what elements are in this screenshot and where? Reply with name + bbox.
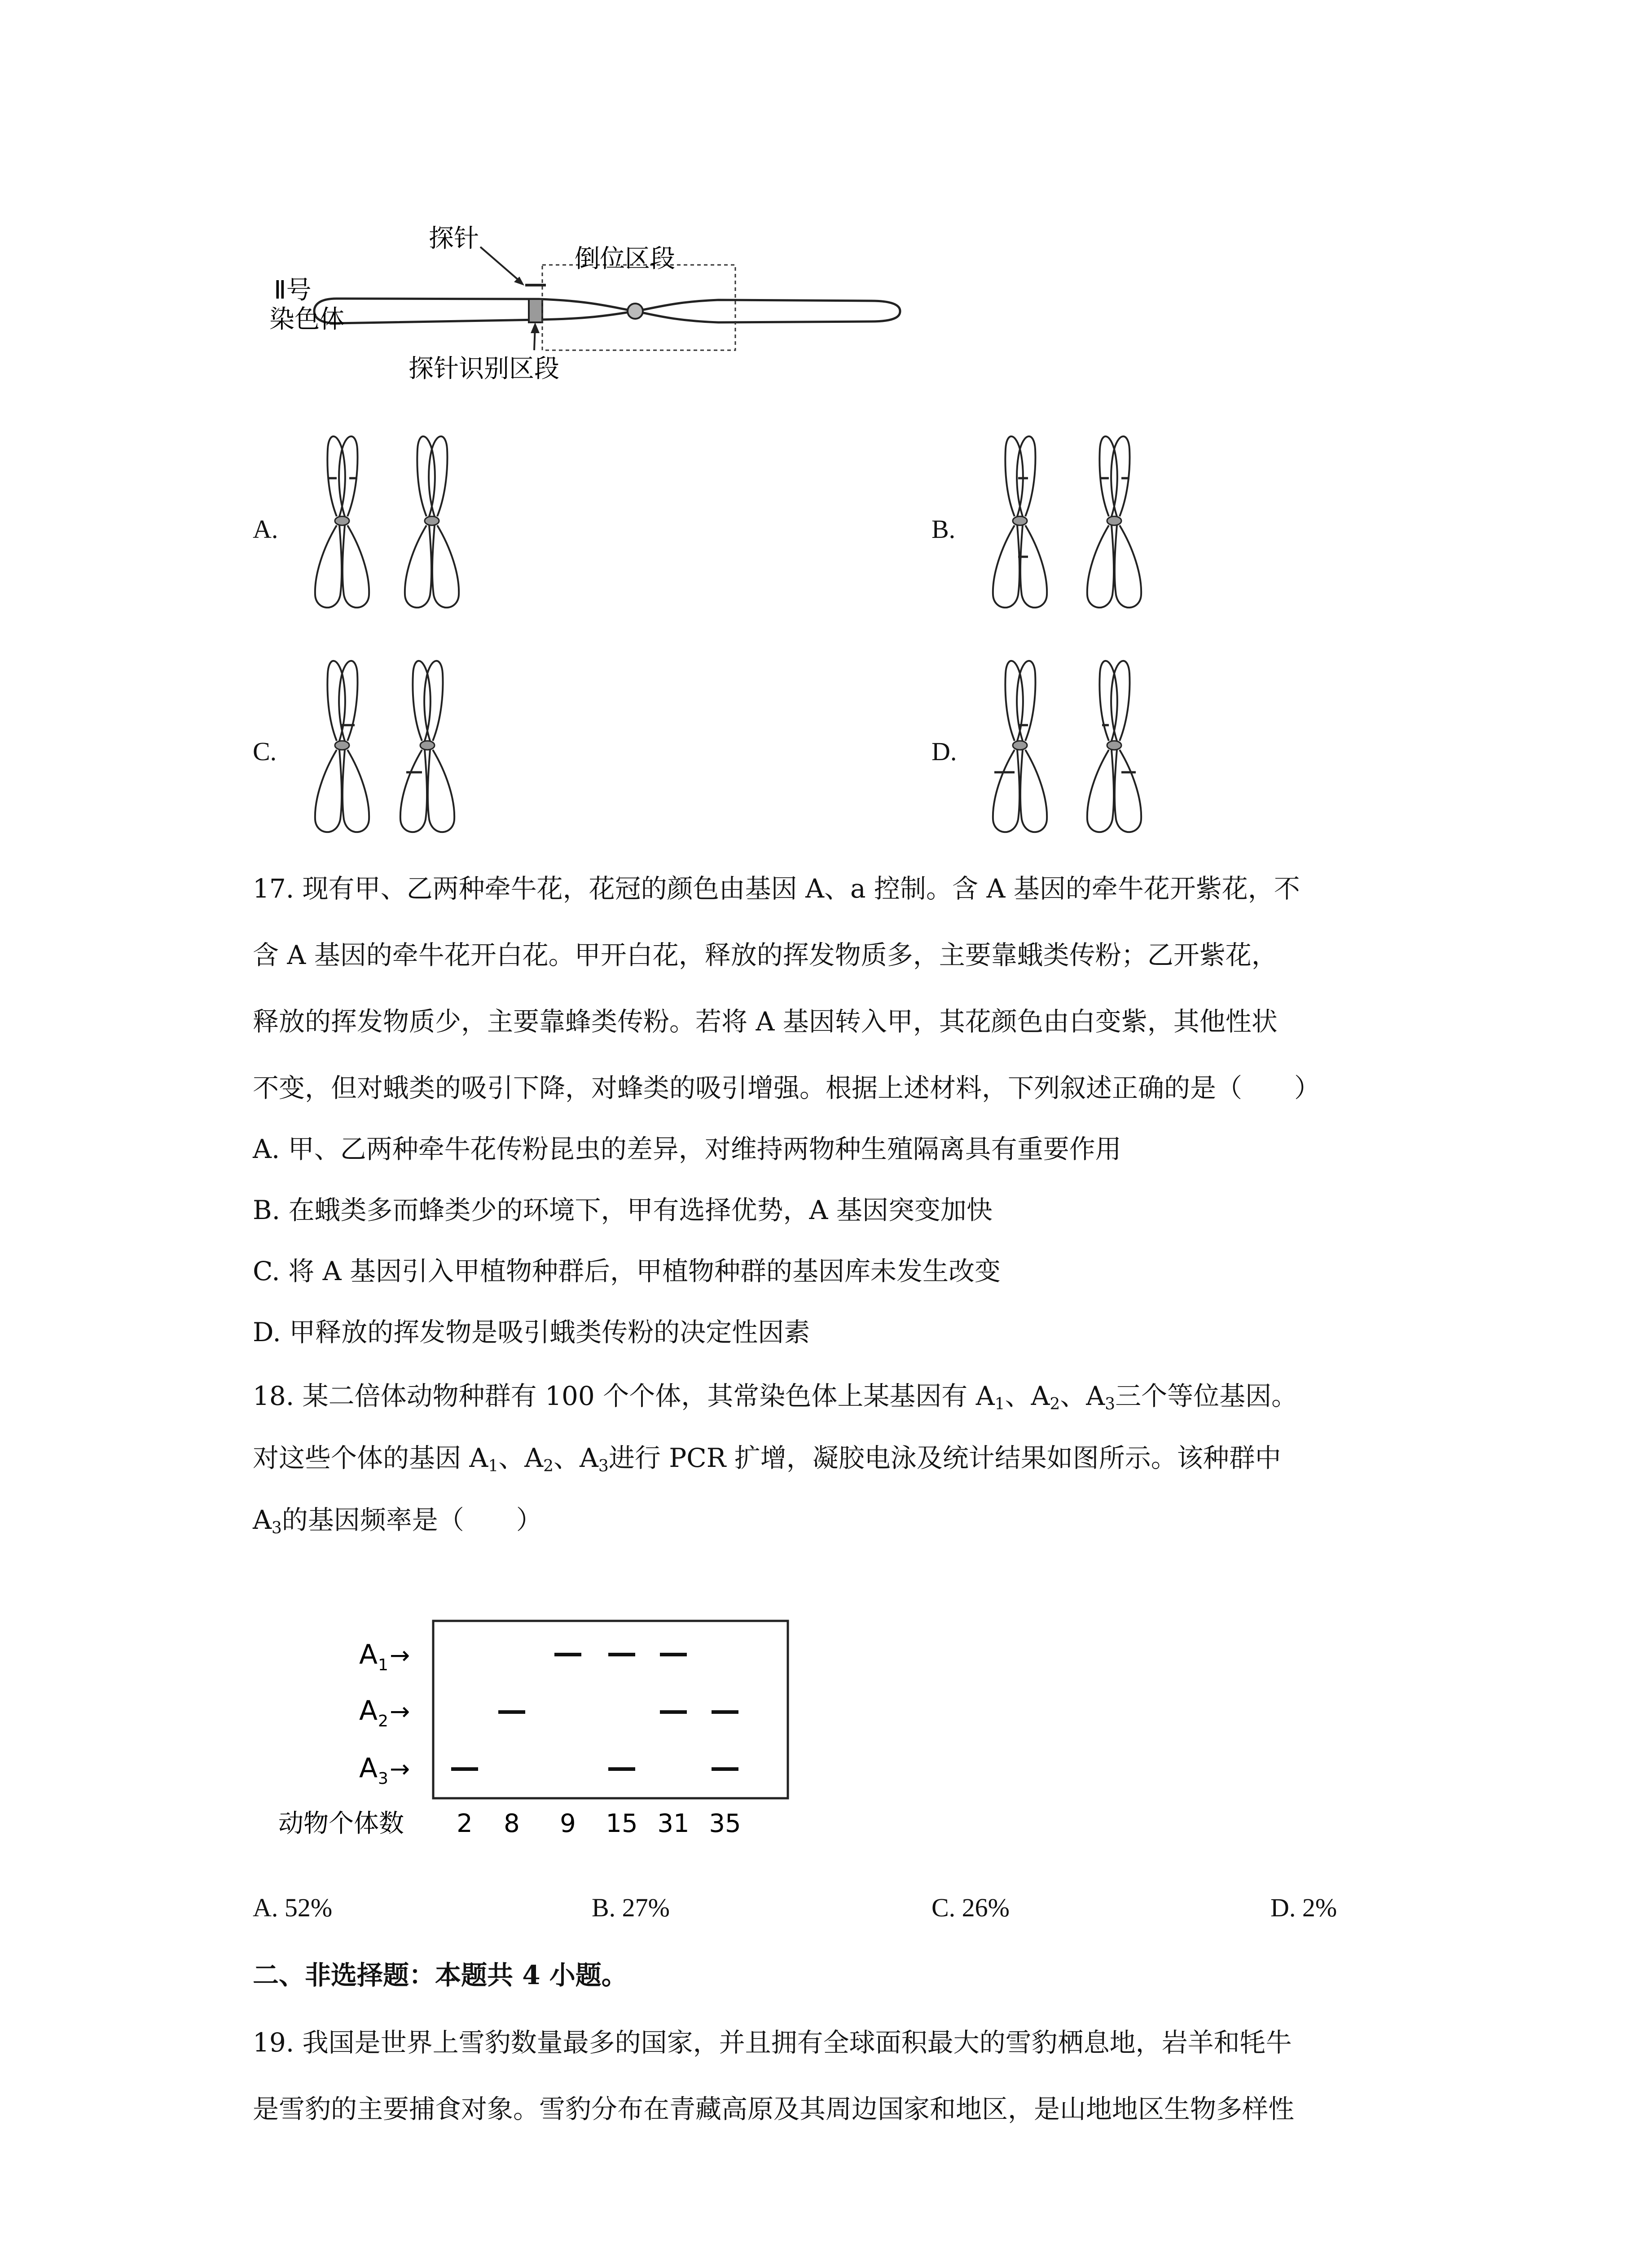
centromere — [628, 304, 643, 319]
gel-band-a3-2 — [451, 1767, 478, 1771]
gel-electrophoresis-figure — [269, 1607, 853, 1859]
gel-band-a2-35 — [712, 1710, 738, 1714]
svg-text:A: A — [359, 1695, 378, 1726]
chromosome-probe-figure — [269, 216, 916, 395]
option-d-label[interactable]: D. — [931, 737, 957, 766]
probe-label: 探针 — [429, 224, 479, 253]
probe-arrow — [480, 247, 521, 282]
q17-line-1: 17. 现有甲、乙两种牵牛花，花冠的颜色由基因 A、a 控制。含 A 基因的牵牛花开紫花，不 — [253, 873, 1300, 904]
chromosome-label-line2: 染色体 — [269, 305, 345, 334]
gel-row-label-a1 — [359, 1639, 410, 1674]
q17-line-4: 不变，但对蛾类的吸引下降，对蜂类的吸引增强。根据上述材料，下列叙述正确的是（ ） — [253, 1073, 1321, 1103]
section-2-heading: 二、非选择题：本题共 4 小题。 — [253, 1960, 628, 1990]
option-c-figure — [287, 651, 476, 840]
q18-line-1: 18. 某二倍体动物种群有 100 个个体，其常染色体上某基因有 $A_1$、$A_2$、$A_3$三个等位基因。 — [253, 1381, 1298, 1413]
gel-count-3: 15 — [606, 1809, 638, 1838]
q18-option-c[interactable]: C. 26% — [931, 1893, 1010, 1922]
gel-count-2: 9 — [560, 1809, 576, 1838]
q17-option-c[interactable]: C. 将 A 基因引入甲植物种群后，甲植物种群的基因库未发生改变 — [253, 1256, 1001, 1286]
option-a-label[interactable]: A. — [253, 515, 278, 544]
svg-text:1: 1 — [378, 1656, 388, 1674]
probe-region-label: 探针识别区段 — [409, 354, 559, 383]
q18-option-d[interactable]: D. 2% — [1270, 1893, 1337, 1922]
q19-line-2: 是雪豹的主要捕食对象。雪豹分布在青藏高原及其周边国家和地区，是山地地区生物多样性 — [253, 2094, 1295, 2124]
option-b-label[interactable]: B. — [931, 515, 956, 544]
option-c-label[interactable]: C. — [253, 737, 277, 766]
q17-option-b[interactable]: B. 在蛾类多而蜂类少的环境下，甲有选择优势，A 基因突变加快 — [253, 1195, 993, 1225]
q19-line-1: 19. 我国是世界上雪豹数量最多的国家，并且拥有全球面积最大的雪豹栖息地，岩羊和牦牛 — [253, 2027, 1292, 2058]
chromosome-label-line1: Ⅱ号 — [274, 276, 312, 305]
svg-text:A: A — [359, 1752, 378, 1784]
gel-counts — [457, 1809, 741, 1838]
gel-row-label-a3 — [359, 1752, 410, 1788]
option-d-figure — [965, 651, 1163, 840]
q17-option-a[interactable]: A. 甲、乙两种牵牛花传粉昆虫的差异，对维持两物种生殖隔离具有重要作用 — [253, 1134, 1121, 1164]
gel-band-a3-35 — [712, 1767, 738, 1771]
q17-line-2: 含 A 基因的牵牛花开白花。甲开白花，释放的挥发物质多，主要靠蛾类传粉；乙开紫花， — [253, 940, 1278, 970]
inversion-label: 倒位区段 — [575, 244, 675, 273]
gel-count-1: 8 — [504, 1809, 520, 1838]
gel-x-label: 动物个体数 — [278, 1809, 404, 1838]
svg-text:3: 3 — [378, 1770, 388, 1788]
q17-option-d[interactable]: D. 甲释放的挥发物是吸引蛾类传粉的决定性因素 — [253, 1317, 810, 1347]
q18-line-2: 对这些个体的基因 $A_1$、$A_2$、$A_3$进行 PCR 扩增，凝胶电泳及统计结果如图所示。该种群中 — [253, 1443, 1281, 1475]
option-b-figure — [965, 431, 1163, 611]
svg-text:→: → — [390, 1755, 410, 1783]
gel-band-a1-15 — [608, 1653, 635, 1656]
gel-count-4: 31 — [657, 1809, 690, 1838]
svg-text:→: → — [390, 1697, 410, 1726]
gel-band-a3-15 — [608, 1767, 635, 1771]
gel-count-0: 2 — [457, 1809, 473, 1838]
gel-row-label-a2 — [359, 1695, 410, 1730]
gel-band-a2-31 — [660, 1710, 687, 1714]
gel-count-5: 35 — [709, 1809, 741, 1838]
svg-text:→: → — [390, 1641, 410, 1669]
gel-bands — [451, 1653, 738, 1771]
gel-band-a1-31 — [660, 1653, 687, 1656]
q18-line-3: $A_3$的基因频率是（ ） — [253, 1505, 542, 1537]
svg-text:A: A — [359, 1639, 378, 1670]
svg-text:2: 2 — [378, 1712, 388, 1730]
probe-recognition-region — [529, 299, 542, 322]
gel-frame — [433, 1621, 788, 1798]
chromosome-outline — [314, 299, 900, 323]
q18-option-b[interactable]: B. 27% — [592, 1893, 670, 1922]
option-a-figure — [287, 431, 476, 611]
q18-option-a[interactable]: A. 52% — [253, 1893, 333, 1922]
q17-line-3: 释放的挥发物质少，主要靠蜂类传粉。若将 A 基因转入甲，其花颜色由白变紫，其他性状 — [253, 1006, 1278, 1037]
gel-band-a1-9 — [554, 1653, 581, 1656]
gel-band-a2-8 — [498, 1710, 525, 1714]
